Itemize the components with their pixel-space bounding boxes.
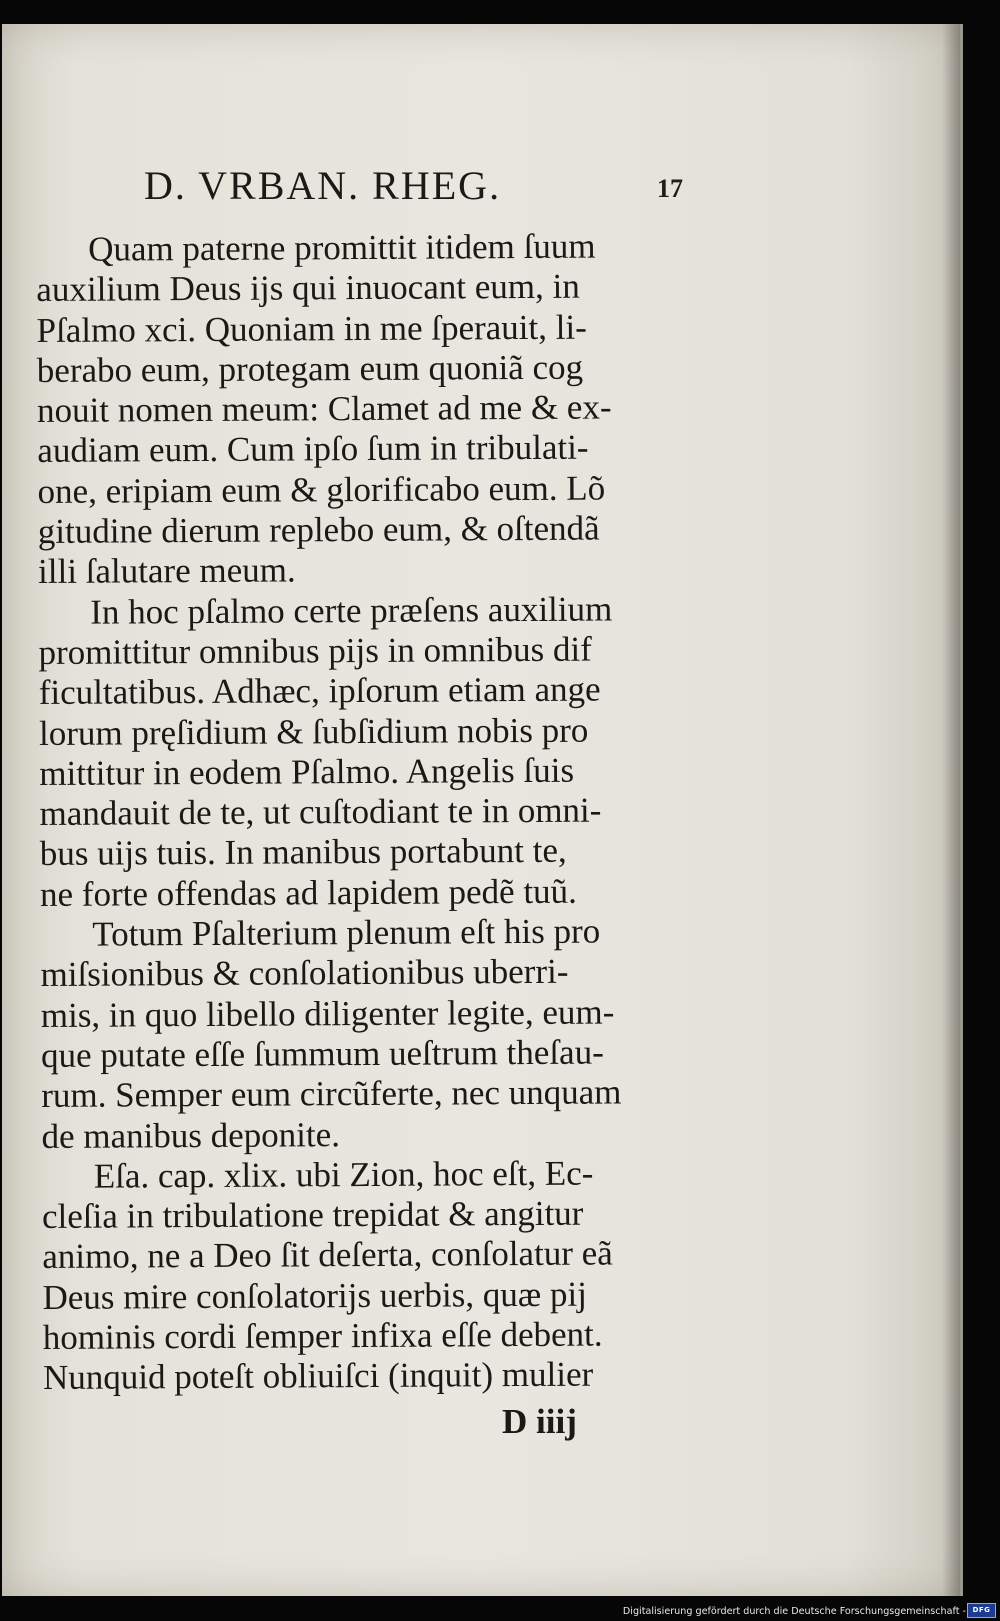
signature-mark: D iiij [502,1402,577,1441]
body-text [36,226,733,1399]
text-line: miſsionibus & conſolationibus uberri- [40,952,569,995]
text-line: Eſa. cap. xlix. ubi Zion, hoc eſt, Ec- [93,1153,594,1196]
book-page [2,24,963,1596]
text-line: bus uijs tuis. In manibus portabunt te, [39,831,567,874]
text-line: hominis cordi ſemper infixa eſſe debent. [42,1314,603,1357]
digitization-credit: Digitalisierung gefördert durch die Deutsche Forschungsgemeinschaft - [622,1606,966,1617]
text-line: berabo eum, protegam eum quoniã cog [36,347,584,390]
text-line: audiam eum. Cum ipſo ſum in tribulati- [37,428,589,471]
text-line: rum. Semper eum circũferte, nec unquam [41,1072,622,1116]
text-line: animo, ne a Deo ſit deſerta, conſolatur eã [42,1233,613,1277]
text-line: auxilium Deus ijs qui inuocant eum, in [36,266,580,310]
text-line: Nunquid poteſt obliuiſci (inquit) mulier [42,1354,594,1398]
text-line: In hoc pſalmo certe præſens auxilium [90,589,613,632]
text-line: Pſalmo xci. Quoniam in me ſperauit, li- [36,307,587,350]
text-line: cleſia in tribulatione trepidat & angitur [41,1193,584,1237]
dfg-logo: DFG [967,1603,996,1618]
page-edge-shadow [942,24,960,1596]
text-line: Deus mire conſolatorijs uerbis, quæ pij [42,1274,588,1317]
text-line: nouit nomen meum: Clamet ad me & ex- [36,387,612,431]
text-line: que putate eſſe ſummum ueſtrum theſau- [40,1032,604,1075]
text-line: Totum Pſalterium plenum eſt his pro [92,911,601,954]
text-line: mittitur in eodem Pſalmo. Angelis ſuis [39,750,575,793]
text-line: mandauit de te, ut cuſtodiant te in omni- [39,790,602,834]
running-head: D. VRBAN. RHEG. [144,163,502,208]
text-line: de manibus deponite. [41,1114,341,1156]
text-line: illi ſalutare meum. [37,550,296,592]
text-line: lorum pręſidium & ſubſidium nobis pro [38,710,589,753]
text-line: ficultatibus. Adhæc, ipſorum etiam ange [38,669,601,713]
text-line: promittitur omnibus pijs in omnibus dif [38,629,592,672]
text-line: one, eripiam eum & glorificabo eum. Lõ [37,468,606,511]
text-line: ne forte offendas ad lapidem pedẽ tuũ. [39,871,577,914]
text-line: Quam paterne promittit itidem ſuum [87,226,596,269]
text-line: gitudine dierum replebo eum, & oſtendã [37,508,600,552]
folio-number: 17 [657,174,683,203]
text-line: mis, in quo libello diligenter legite, eum- [40,992,615,1035]
